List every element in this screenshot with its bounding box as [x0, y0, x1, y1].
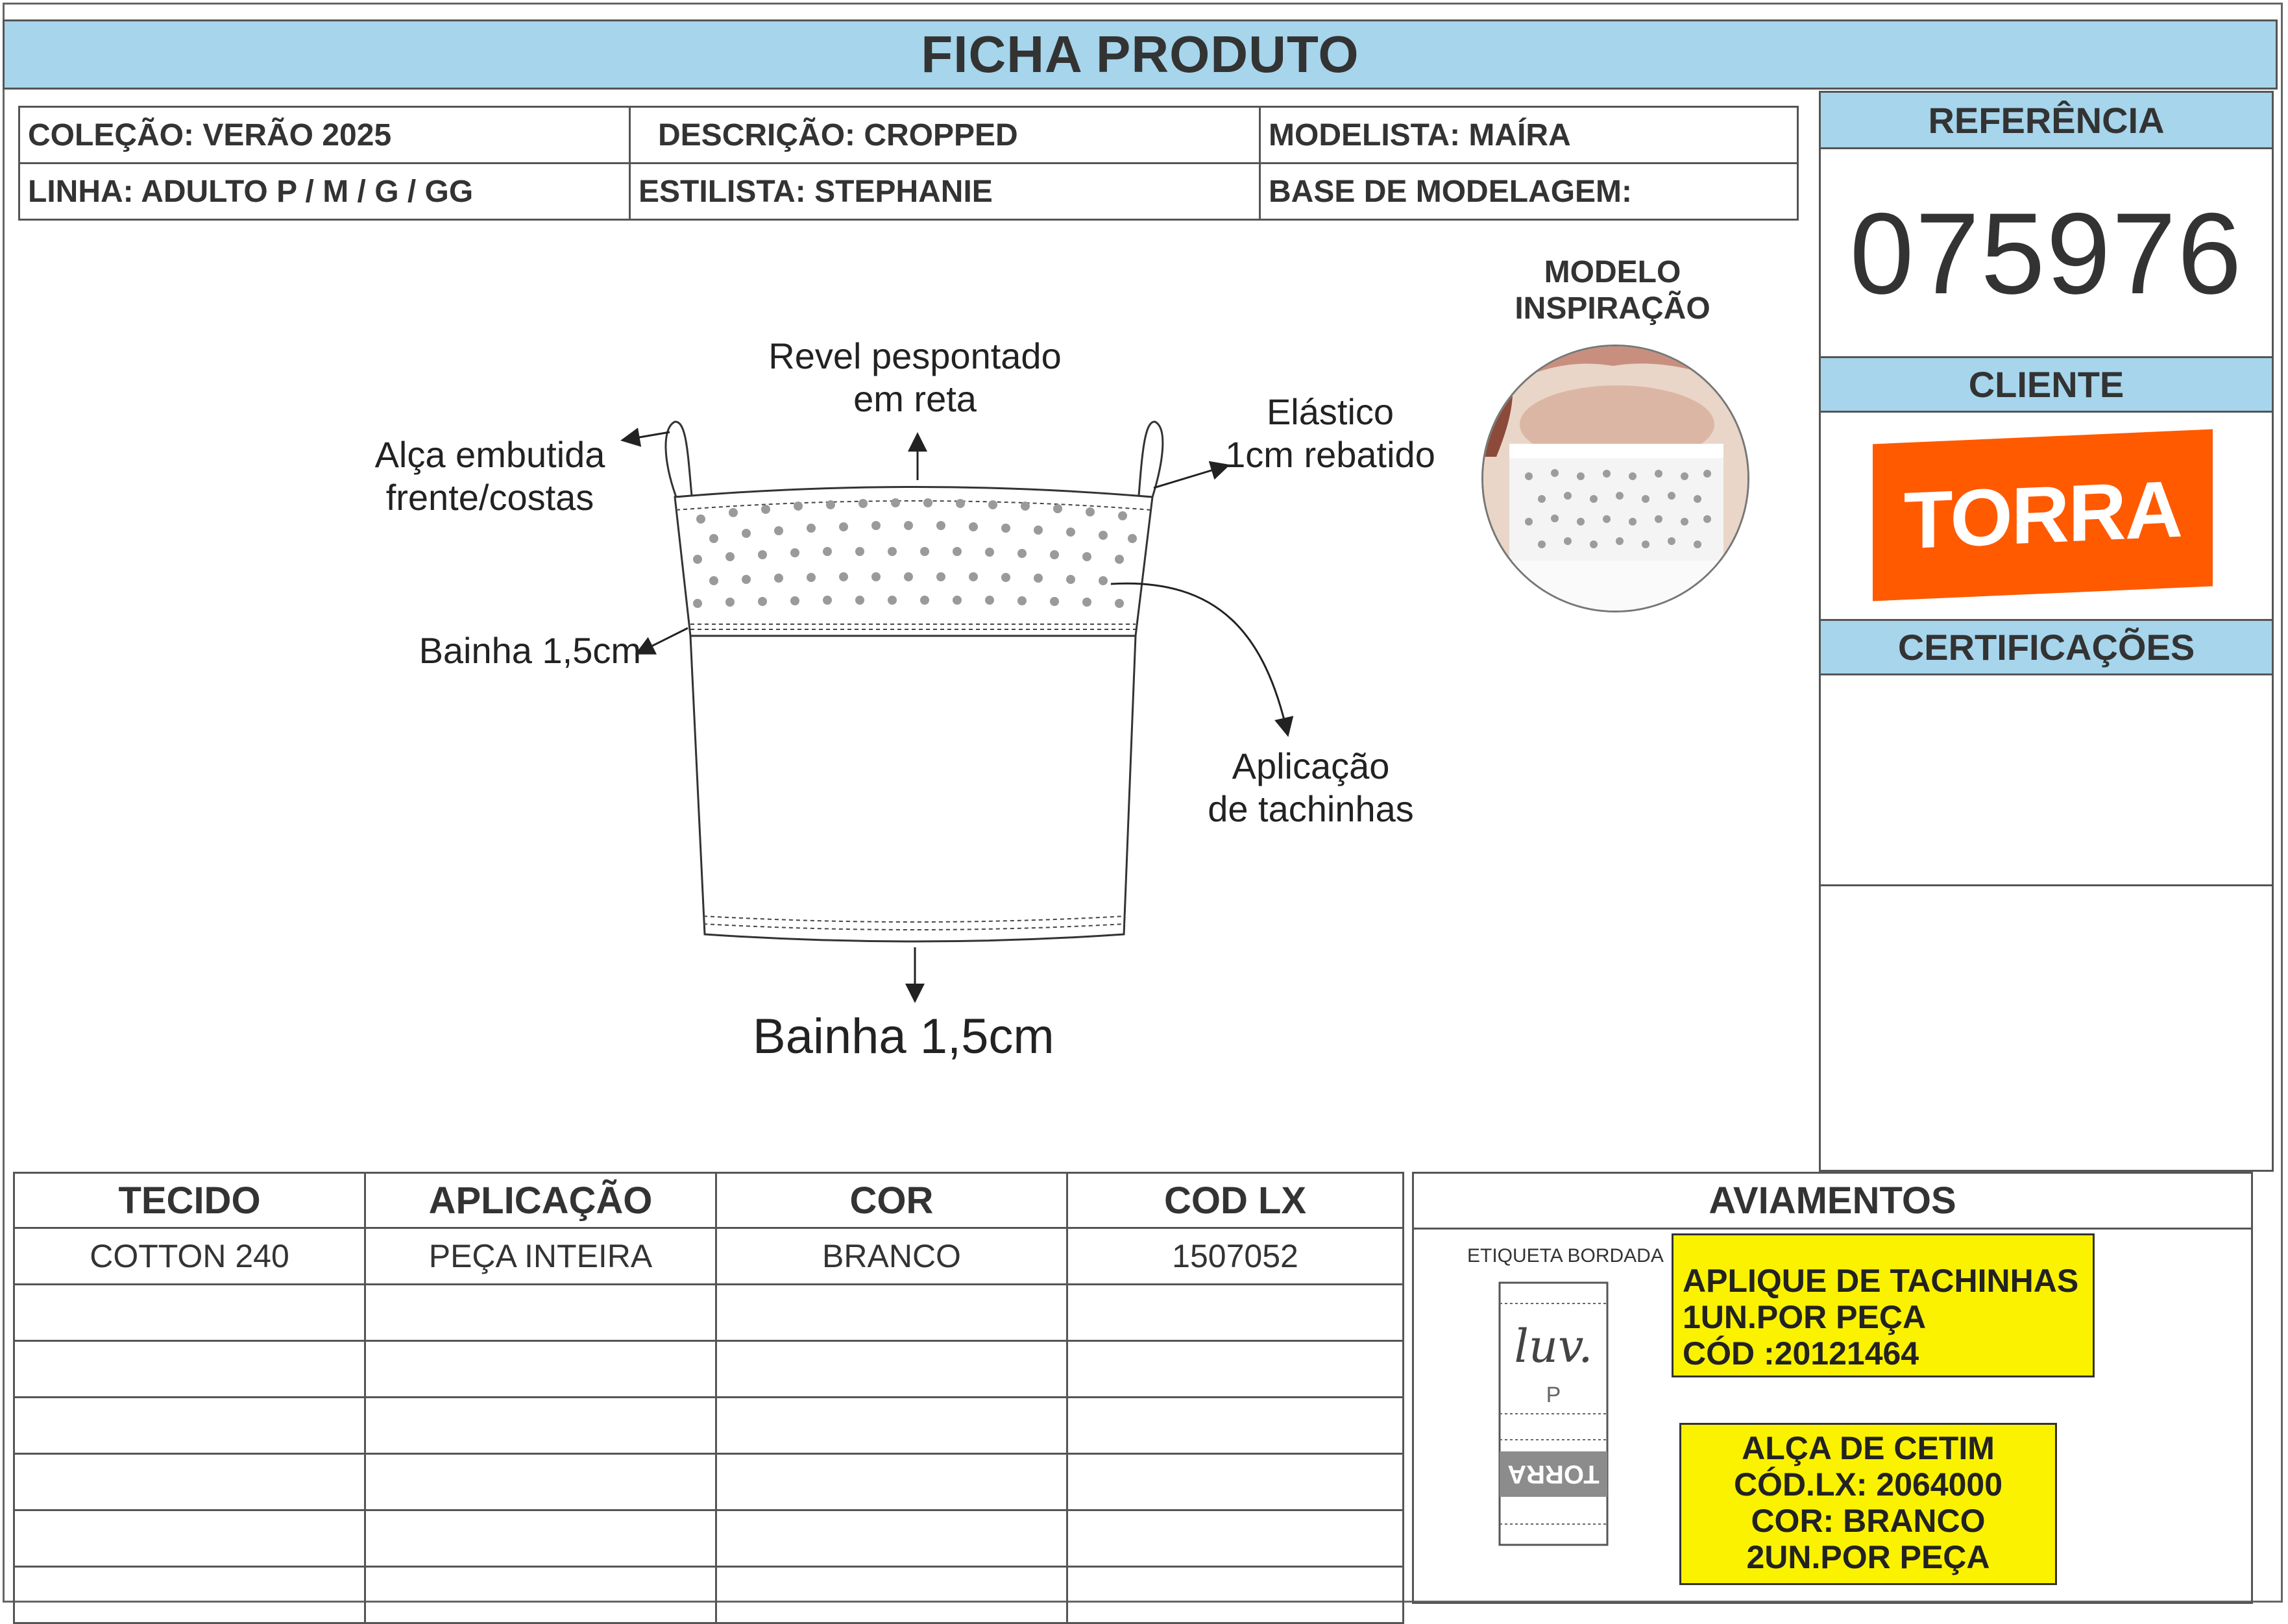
table-cell [716, 1398, 1067, 1454]
table-cell [1067, 1398, 1404, 1454]
elastico-line-1: Elástico [1266, 391, 1394, 432]
table-cell [365, 1567, 716, 1623]
torra-logo-text: TORRA [1903, 464, 2182, 566]
table-cell [365, 1398, 716, 1454]
alca-line-1: Alça embutida [374, 434, 605, 475]
table-cell [365, 1510, 716, 1567]
table-cell: PEÇA INTEIRA [365, 1228, 716, 1285]
table-row [14, 1398, 1404, 1454]
revel-line-2: em reta [853, 378, 977, 419]
aplicacao-line-1: Aplicação [1232, 745, 1390, 786]
table-cell [1067, 1510, 1404, 1567]
table-cell [365, 1285, 716, 1341]
modelista-cell: MODELISTA: MAÍRA [1260, 107, 1798, 164]
col-tecido: TECIDO [14, 1173, 365, 1228]
cliente-header: CLIENTE [1821, 356, 2272, 413]
table-cell [365, 1341, 716, 1398]
table-cell [14, 1341, 365, 1398]
fabric-header-row [14, 1173, 1404, 1228]
table-row [14, 1567, 1404, 1623]
table-cell [365, 1454, 716, 1510]
elastico-line-2: 1cm rebatido [1225, 434, 1435, 475]
bainha-side-label: Bainha 1,5cm [419, 630, 641, 671]
page-title: FICHA PRODUTO [3, 19, 2278, 90]
table-row [14, 1341, 1404, 1398]
table-cell: 1507052 [1067, 1228, 1404, 1285]
col-cor: COR [716, 1173, 1067, 1228]
certificacoes-header: CERTIFICAÇÕES [1821, 619, 2272, 675]
aviamentos-header: AVIAMENTOS [1414, 1174, 2251, 1230]
alca-label [344, 433, 636, 519]
table-cell [716, 1510, 1067, 1567]
aviamentos-panel [1412, 1172, 2253, 1604]
aplicacao-label [1181, 745, 1441, 830]
etiqueta-brand: TORRA [1507, 1460, 1600, 1488]
table-cell [1067, 1454, 1404, 1510]
table-row [14, 1510, 1404, 1567]
alca-line-3: COR: BRANCO [1751, 1503, 1986, 1539]
alca-cetim-box [1679, 1423, 2057, 1585]
table-cell: COTTON 240 [14, 1228, 365, 1285]
aplique-tachinhas-box [1672, 1233, 2095, 1377]
table-row [14, 1228, 1404, 1285]
embroidered-label-icon [1492, 1278, 1615, 1550]
etiqueta-caption: ETIQUETA BORDADA [1467, 1245, 1664, 1266]
referencia-header: REFERÊNCIA [1821, 93, 2272, 149]
alca-line-2: frente/costas [385, 477, 594, 518]
table-cell [1067, 1285, 1404, 1341]
modelo-line: MODELO [1544, 255, 1681, 289]
inspiracao-line: INSPIRAÇÃO [1515, 291, 1710, 326]
estilista-cell: ESTILISTA: STEPHANIE [630, 164, 1260, 220]
aplique-line-3: CÓD :20121464 [1683, 1335, 1919, 1372]
etiqueta-script: luv. [1514, 1320, 1593, 1373]
table-cell [14, 1567, 365, 1623]
alca-line-4: 2UN.POR PEÇA [1746, 1539, 1990, 1575]
colecao-cell: COLEÇÃO: VERÃO 2025 [19, 107, 630, 164]
fabric-table [13, 1172, 1404, 1624]
table-row [14, 1285, 1404, 1341]
table-cell [716, 1341, 1067, 1398]
table-cell [1067, 1567, 1404, 1623]
table-cell [716, 1567, 1067, 1623]
table-cell [14, 1510, 365, 1567]
revel-line-1: Revel pespontado [768, 335, 1062, 376]
table-cell [14, 1454, 365, 1510]
aplique-line-1: APLIQUE DE TACHINHAS [1683, 1263, 2079, 1299]
table-row [14, 1454, 1404, 1510]
aplicacao-line-2: de tachinhas [1208, 788, 1414, 829]
elastico-label [1207, 391, 1454, 476]
col-cod-lx: COD LX [1067, 1173, 1404, 1228]
table-cell [1067, 1341, 1404, 1398]
base-modelagem-cell: BASE DE MODELAGEM: [1260, 164, 1798, 220]
etiqueta-size: P [1546, 1383, 1561, 1407]
aplique-line-2: 1UN.POR PEÇA [1683, 1299, 1927, 1335]
bainha-bottom-label: Bainha 1,5cm [753, 1009, 1054, 1064]
table-cell [14, 1285, 365, 1341]
table-cell [716, 1285, 1067, 1341]
alca-line-1: ALÇA DE CETIM [1742, 1430, 1995, 1466]
table-cell: BRANCO [716, 1228, 1067, 1285]
descricao-cell: DESCRIÇÃO: CROPPED [630, 107, 1260, 164]
reference-number: 075976 [1849, 189, 2243, 318]
garment-sketch [666, 422, 1163, 941]
revel-label [746, 335, 1084, 420]
col-aplicacao: APLICAÇÃO [365, 1173, 716, 1228]
linha-cell: LINHA: ADULTO P / M / G / GG [19, 164, 630, 220]
table-cell [14, 1398, 365, 1454]
alca-line-2: CÓD.LX: 2064000 [1733, 1466, 2003, 1503]
table-cell [716, 1454, 1067, 1510]
